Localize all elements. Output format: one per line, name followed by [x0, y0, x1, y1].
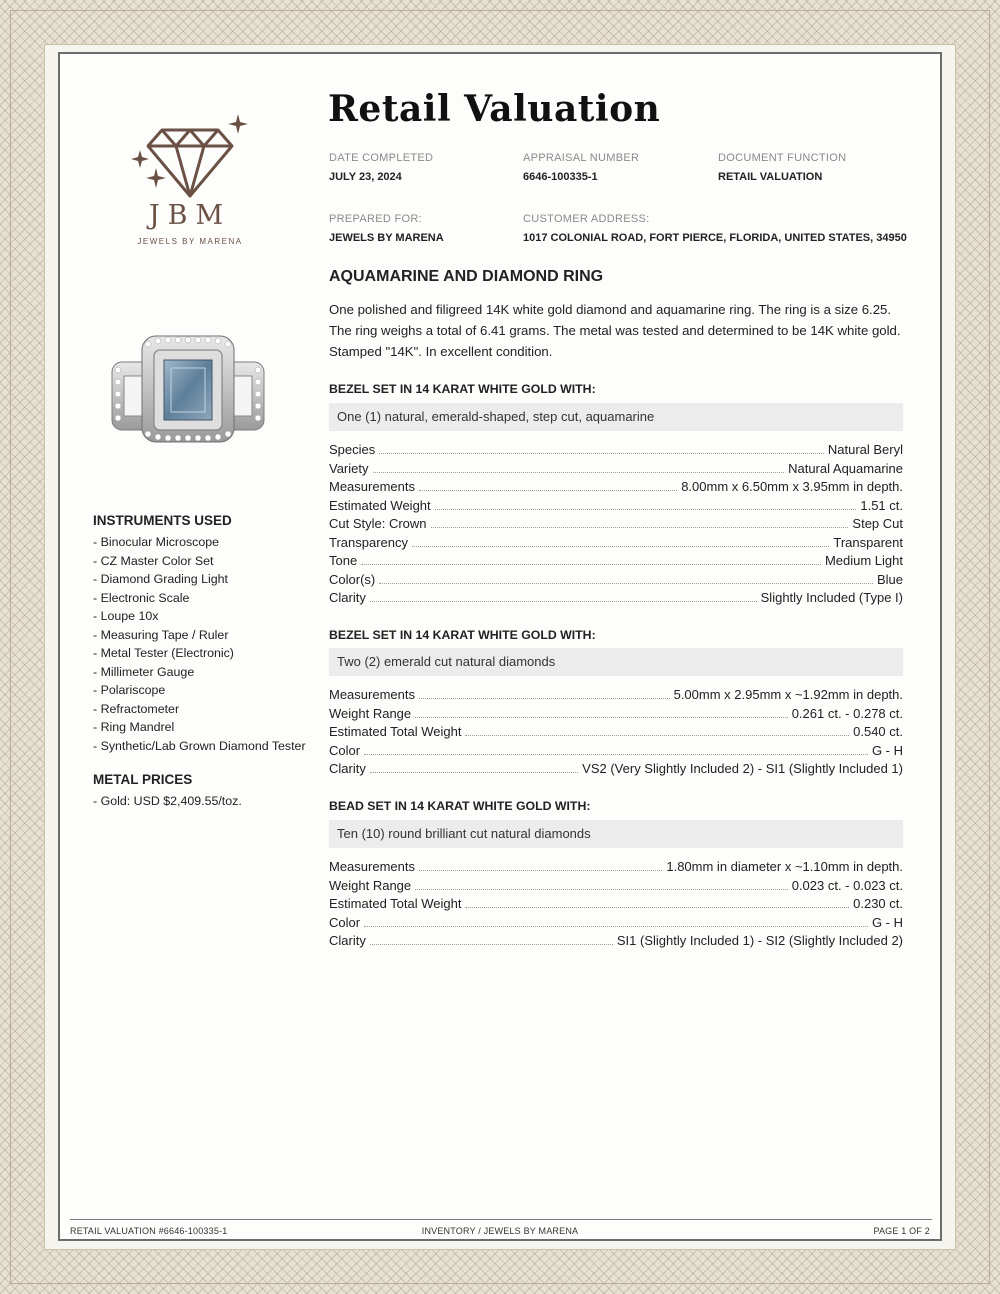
list-item: - Gold: USD $2,409.55/toz.: [93, 794, 242, 808]
footer-left: RETAIL VALUATION #6646-100335-1: [70, 1226, 228, 1236]
list-item: - Electronic Scale: [93, 590, 190, 605]
spec-key: Measurements: [329, 859, 415, 874]
meta-value: RETAIL VALUATION: [718, 171, 823, 183]
spec-row: [329, 460, 903, 479]
list-item: - Refractometer: [93, 701, 180, 716]
meta-label: CUSTOMER ADDRESS:: [523, 213, 650, 225]
spec-list: [329, 858, 903, 951]
spec-key: Measurements: [329, 479, 415, 494]
spec-row: [329, 571, 903, 590]
spec-value: Natural Aquamarine: [788, 460, 903, 476]
list-item: - CZ Master Color Set: [93, 553, 214, 568]
meta-date: [329, 152, 433, 183]
meta-document-function: [718, 152, 846, 183]
spec-row: [329, 914, 903, 933]
spec-value: 1.80mm in diameter x ~1.10mm in depth.: [666, 859, 903, 874]
spec-row: [329, 723, 903, 742]
spec-value: 8.00mm x 6.50mm x 3.95mm in depth.: [681, 479, 903, 494]
metal-prices-section: [93, 772, 321, 811]
spec-key: Tone: [329, 553, 358, 568]
spec-key: Species: [329, 442, 376, 457]
spec-value: Natural Beryl: [827, 442, 903, 457]
list-item: - Ring Mandrel: [93, 720, 175, 734]
section-summary: Ten (10) round brilliant cut natural diamonds: [329, 820, 903, 848]
section-heading: BEZEL SET IN 14 KARAT WHITE GOLD WITH:: [329, 628, 596, 642]
spec-key: Estimated Total Weight: [329, 896, 462, 911]
spec-value: 0.230 ct.: [853, 896, 903, 911]
spec-row: [329, 895, 903, 914]
spec-key: Weight Range: [329, 877, 412, 893]
spec-value: 0.023 ct. - 0.023 ct.: [791, 877, 903, 893]
spec-row: [329, 760, 903, 779]
list-item: - Measuring Tape / Ruler: [93, 627, 229, 642]
section-summary: One (1) natural, emerald-shaped, step cut, aquamarine: [329, 403, 903, 431]
ring-photo: [108, 334, 268, 451]
spec-key: Variety: [329, 460, 369, 476]
spec-key: Color(s): [329, 571, 376, 587]
spec-list: [329, 686, 903, 779]
list-item: - Binocular Microscope: [93, 535, 220, 549]
footer-divider: [70, 1219, 932, 1220]
list-item: - Diamond Grading Light: [93, 572, 228, 586]
spec-row: [329, 534, 903, 553]
meta-label: APPRAISAL NUMBER: [523, 152, 640, 164]
spec-key: Weight Range: [329, 705, 412, 721]
spec-row: [329, 515, 903, 534]
spec-value: Slightly Included (Type I): [760, 590, 903, 605]
spec-value: Step Cut: [852, 516, 903, 531]
spec-row: [329, 497, 903, 516]
spec-row: [329, 932, 903, 951]
spec-key: Clarity: [329, 590, 366, 605]
meta-value: JEWELS BY MARENA: [329, 232, 444, 244]
spec-row: [329, 858, 903, 877]
meta-customer-address: [523, 213, 907, 244]
spec-value: SI1 (Slightly Included 1) - SI2 (Slightly Included 2): [616, 933, 903, 948]
document-title: Retail Valuation: [328, 88, 661, 130]
list-item: - Loupe 10x: [93, 609, 159, 623]
section-summary: Two (2) emerald cut natural diamonds: [329, 648, 903, 676]
spec-value: Transparent: [833, 534, 903, 550]
spec-key: Estimated Total Weight: [329, 724, 462, 739]
list-item: - Synthetic/Lab Grown Diamond Tester: [93, 738, 306, 753]
spec-value: 1.51 ct.: [860, 497, 903, 513]
list-item: - Millimeter Gauge: [93, 664, 195, 679]
logo-text: JBM: [148, 200, 232, 231]
spec-list: [329, 441, 903, 608]
spec-row: [329, 742, 903, 761]
spec-key: Color: [329, 742, 361, 758]
spec-row: [329, 552, 903, 571]
spec-key: Cut Style: Crown: [329, 516, 427, 531]
section-heading: BEAD SET IN 14 KARAT WHITE GOLD WITH:: [329, 799, 591, 813]
section-heading: BEZEL SET IN 14 KARAT WHITE GOLD WITH:: [329, 382, 596, 396]
meta-appraisal-number: [523, 152, 639, 183]
meta-value: 1017 COLONIAL ROAD, FORT PIERCE, FLORIDA, UNITED STATES, 34950: [523, 232, 907, 244]
spec-value: G - H: [871, 914, 903, 930]
spec-row: [329, 478, 903, 497]
spec-value: G - H: [871, 742, 903, 758]
footer-center: INVENTORY / JEWELS BY MARENA: [421, 1226, 579, 1236]
diamond-logo-icon: [120, 110, 260, 200]
instruments-list: [93, 533, 321, 755]
meta-value: JULY 23, 2024: [329, 171, 402, 183]
list-item: - Polariscope: [93, 683, 166, 697]
instruments-heading: INSTRUMENTS USED: [93, 513, 232, 528]
spec-key: Color: [329, 914, 361, 930]
meta-value: 6646-100335-1: [523, 171, 598, 183]
footer-right: PAGE 1 OF 2: [873, 1226, 930, 1236]
spec-value: 5.00mm x 2.95mm x ~1.92mm in depth.: [673, 687, 903, 702]
spec-key: Estimated Weight: [329, 497, 431, 513]
metal-prices-list: [93, 792, 321, 811]
list-item: - Metal Tester (Electronic): [93, 646, 234, 660]
spec-value: 0.540 ct.: [853, 724, 903, 739]
spec-value: Blue: [876, 571, 903, 587]
spec-value: VS2 (Very Slightly Included 2) - SI1 (Slightly Included 1): [582, 761, 903, 776]
spec-row: [329, 441, 903, 460]
item-description: One polished and filigreed 14K white gold diamond and aquamarine ring. The ring is a size 6.25. The ring weighs a total of 6.41 grams. The metal was tested and determined to be 14K white gold. Stamped "14K". In excellent condition.: [329, 302, 901, 359]
spec-row: [329, 705, 903, 724]
spec-value: Medium Light: [824, 553, 903, 568]
spec-row: [329, 686, 903, 705]
meta-label: DOCUMENT FUNCTION: [718, 152, 847, 164]
spec-key: Clarity: [329, 933, 366, 948]
spec-row: [329, 589, 903, 608]
spec-value: 0.261 ct. - 0.278 ct.: [791, 705, 903, 721]
spec-row: [329, 877, 903, 896]
spec-key: Clarity: [329, 761, 366, 776]
meta-label: PREPARED FOR:: [329, 213, 422, 225]
spec-key: Transparency: [329, 534, 408, 550]
jbm-logo: [120, 110, 260, 250]
metal-prices-heading: METAL PRICES: [93, 772, 193, 787]
item-title: AQUAMARINE AND DIAMOND RING: [329, 268, 604, 285]
instruments-section: [93, 513, 321, 755]
meta-label: DATE COMPLETED: [329, 152, 434, 164]
meta-prepared-for: [329, 213, 444, 244]
spec-key: Measurements: [329, 687, 415, 702]
logo-subtitle: JEWELS BY MARENA: [137, 237, 243, 246]
